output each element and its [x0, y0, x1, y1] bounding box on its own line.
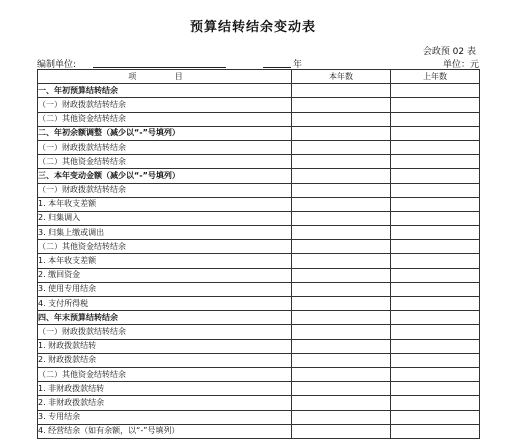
row-label: 1. 非财政拨款结转 — [38, 382, 292, 396]
row-label: （一）财政拨款结转结余 — [38, 140, 292, 154]
column-header-item: 项 目 — [38, 70, 292, 84]
report-title: 预算结转结余变动表 — [189, 20, 316, 35]
table-row — [38, 325, 480, 339]
currency-label: 单位：元 — [442, 60, 479, 70]
current-year-cell[interactable] — [292, 339, 391, 353]
row-label: 2. 财政拨款结余 — [38, 353, 292, 367]
prior-year-cell[interactable] — [391, 297, 480, 311]
current-year-cell[interactable] — [292, 268, 391, 282]
table-row — [38, 268, 480, 282]
current-year-cell[interactable] — [292, 211, 391, 225]
current-year-cell[interactable] — [292, 240, 391, 254]
current-year-cell[interactable] — [292, 183, 391, 197]
prior-year-cell[interactable] — [391, 84, 480, 98]
table-row — [38, 140, 480, 154]
table-row — [38, 297, 480, 311]
prior-year-cell[interactable] — [391, 282, 480, 296]
table-row — [38, 98, 480, 112]
table-row — [38, 183, 480, 197]
year-blank — [263, 67, 291, 68]
table-row — [38, 382, 480, 396]
current-year-cell[interactable] — [292, 410, 391, 424]
prior-year-cell[interactable] — [391, 140, 480, 154]
table-row — [38, 155, 480, 169]
row-label: （二）其他资金结转结余 — [38, 240, 292, 254]
table-row — [38, 197, 480, 211]
prior-year-cell[interactable] — [391, 325, 480, 339]
row-label: 三、本年变动金额（减少以“-”号填列） — [38, 169, 292, 183]
prior-year-cell[interactable] — [391, 240, 480, 254]
table-row — [38, 282, 480, 296]
current-year-cell[interactable] — [292, 297, 391, 311]
row-label: （一）财政拨款结转结余 — [38, 98, 292, 112]
row-label: 四、年末预算结转结余 — [38, 311, 292, 325]
prior-year-cell[interactable] — [391, 197, 480, 211]
current-year-cell[interactable] — [292, 84, 391, 98]
row-label: （一）财政拨款结转结余 — [38, 183, 292, 197]
current-year-cell[interactable] — [292, 367, 391, 381]
table-row — [38, 84, 480, 98]
prior-year-cell[interactable] — [391, 367, 480, 381]
row-label: （二）其他资金结转结余 — [38, 367, 292, 381]
row-label: 3. 使用专用结余 — [38, 282, 292, 296]
row-label: （二）其他资金结转结余 — [38, 155, 292, 169]
prior-year-cell[interactable] — [391, 410, 480, 424]
table-row — [38, 254, 480, 268]
table-row — [38, 112, 480, 126]
table-row — [38, 424, 480, 438]
table-row — [38, 126, 480, 140]
table-row — [38, 353, 480, 367]
row-label: 4. 支付所得税 — [38, 297, 292, 311]
table-row — [38, 339, 480, 353]
current-year-cell[interactable] — [292, 155, 391, 169]
table-row — [38, 240, 480, 254]
prior-year-cell[interactable] — [391, 211, 480, 225]
prior-year-cell[interactable] — [391, 382, 480, 396]
table-row — [38, 367, 480, 381]
current-year-cell[interactable] — [292, 311, 391, 325]
prior-year-cell[interactable] — [391, 311, 480, 325]
row-label: 4. 经营结余（如有余额，以“-”号填列） — [38, 424, 292, 438]
row-label: 3. 归集上缴或调出 — [38, 226, 292, 240]
prepared-by-blank — [93, 67, 226, 68]
prior-year-cell[interactable] — [391, 155, 480, 169]
current-year-cell[interactable] — [292, 197, 391, 211]
row-label: （一）财政拨款结转结余 — [38, 325, 292, 339]
current-year-cell[interactable] — [292, 126, 391, 140]
prepared-by-label: 编制单位: — [37, 60, 77, 70]
report-meta-line — [37, 57, 479, 69]
row-label: 1. 本年收支差额 — [38, 254, 292, 268]
table-row — [38, 226, 480, 240]
budget-balance-table — [37, 69, 480, 439]
prior-year-cell[interactable] — [391, 112, 480, 126]
prior-year-cell[interactable] — [391, 424, 480, 438]
prior-year-cell[interactable] — [391, 396, 480, 410]
row-label: 2. 非财政拨款结余 — [38, 396, 292, 410]
prior-year-cell[interactable] — [391, 254, 480, 268]
row-label: 2. 缴回资金 — [38, 268, 292, 282]
current-year-cell[interactable] — [292, 282, 391, 296]
table-row — [38, 169, 480, 183]
prior-year-cell[interactable] — [391, 98, 480, 112]
table-row — [38, 311, 480, 325]
prior-year-cell[interactable] — [391, 126, 480, 140]
row-label: （二）其他资金结转结余 — [38, 112, 292, 126]
current-year-cell[interactable] — [292, 226, 391, 240]
row-label: 一、年初预算结转结余 — [38, 84, 292, 98]
current-year-cell[interactable] — [292, 424, 391, 438]
current-year-cell[interactable] — [292, 140, 391, 154]
form-number: 会政预 02 表 — [422, 47, 476, 57]
row-label: 1. 财政拨款结转 — [38, 339, 292, 353]
table-row — [38, 410, 480, 424]
column-header-current-year: 本年数 — [292, 70, 391, 84]
prior-year-cell[interactable] — [391, 226, 480, 240]
row-label: 二、年初余额调整（减少以“-”号填列） — [38, 126, 292, 140]
prior-year-cell[interactable] — [391, 353, 480, 367]
current-year-cell[interactable] — [292, 382, 391, 396]
prior-year-cell[interactable] — [391, 169, 480, 183]
current-year-cell[interactable] — [292, 353, 391, 367]
row-label: 1. 本年收支差额 — [38, 197, 292, 211]
prior-year-cell[interactable] — [391, 339, 480, 353]
current-year-cell[interactable] — [292, 112, 391, 126]
table-row — [38, 211, 480, 225]
prior-year-cell[interactable] — [391, 268, 480, 282]
table-row — [38, 396, 480, 410]
row-label: 2. 归集调入 — [38, 211, 292, 225]
prior-year-cell[interactable] — [391, 183, 480, 197]
row-label: 3. 专用结余 — [38, 410, 292, 424]
table-header-row — [38, 70, 480, 84]
current-year-cell[interactable] — [292, 325, 391, 339]
current-year-cell[interactable] — [292, 98, 391, 112]
year-label: 年 — [293, 60, 303, 70]
current-year-cell[interactable] — [292, 254, 391, 268]
current-year-cell[interactable] — [292, 169, 391, 183]
current-year-cell[interactable] — [292, 396, 391, 410]
column-header-prior-year: 上年数 — [391, 70, 480, 84]
